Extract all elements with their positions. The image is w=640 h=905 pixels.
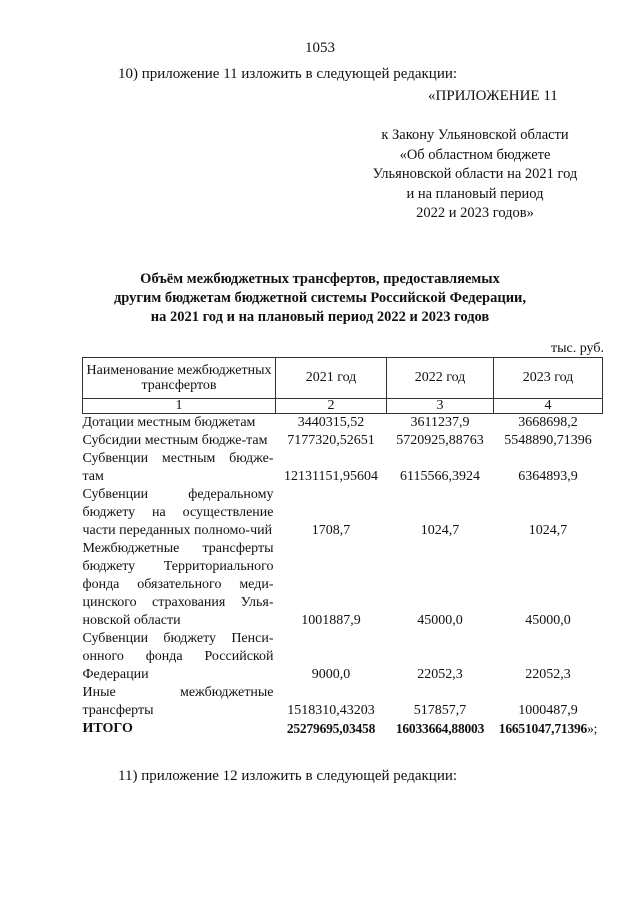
unit-label: тыс. руб. [551,341,604,356]
row-value-2022: 22052,3 [417,667,463,682]
row-name: Иные межбюджетные трансферты [82,685,274,718]
next-paragraph: 11) приложение 12 изложить в следующей редакции: [118,768,458,784]
column-number: 2 [276,399,387,414]
table-row [83,450,603,486]
row-value-2022: 6115566,3924 [400,469,480,484]
law-reference-line: и на плановый период [406,185,544,202]
intro-paragraph: 10) приложение 11 изложить в следующей редакции: [118,66,458,82]
row-value-2021: 9000,0 [311,667,351,682]
row-value-2021: 1708,7 [311,523,351,538]
total-2021: 25279695,03458 [286,721,376,736]
total-2022: 16033664,88003 [395,721,485,736]
law-reference-line: к Закону Ульяновской области [381,127,569,143]
table-row [83,414,603,433]
page-number: 1053 [305,40,335,56]
row-value-2023: 45000,0 [525,613,571,628]
row-value-2021: 1001887,9 [301,613,361,628]
row-value-2023: 6364893,9 [518,469,578,484]
document-title-line: на 2021 год и на плановый период 2022 и 2023 годов [150,309,490,325]
row-value-2021: 1518310,43203 [287,703,375,718]
law-reference-line: «Об областном бюджете [399,146,551,163]
row-value-2023: 5548890,71396 [504,433,592,448]
row-name: Межбюджетные трансферты бюджету Территориального фонда обязательного меди-цинского страхования Улья-новской области [82,541,274,628]
header-2022: 2022 год [387,358,494,399]
row-value-2023: 1024,7 [528,523,568,538]
row-value-2021: 3440315,52 [297,415,365,430]
column-number: 4 [494,399,603,414]
row-name: Субвенции федеральному бюджету на осуществление части переданных полномо-чий [82,487,274,538]
total-2023: 16651047,71396 [498,721,588,736]
header-2023: 2023 год [494,358,603,399]
document-title-line: Объём межбюджетных трансфертов, предоставляемых [140,271,500,287]
table-column-numbers-row [83,399,603,414]
table-row [83,684,603,720]
header-2021: 2021 год [276,358,387,399]
law-reference-line: Ульяновской области на 2021 год [372,166,578,183]
row-name: Дотации местным бюджетам [82,415,256,430]
table-row [83,486,603,540]
total-label: ИТОГО [82,721,133,736]
column-number: 1 [83,399,276,414]
appendix-title: «ПРИЛОЖЕНИЕ 11 [428,88,558,104]
table-row [83,432,603,450]
row-value-2023: 3668698,2 [518,415,578,430]
row-value-2023: 1000487,9 [518,703,578,718]
closing-quote: »; [587,721,598,736]
row-name: Субвенции бюджету Пенси-онного фонда Российской Федерации [82,631,274,682]
table-total-row [83,720,603,738]
table-row [83,540,603,630]
header-name: Наименование межбюджетных трансфертов [83,358,276,399]
column-number: 3 [387,399,494,414]
transfers-table [82,357,603,738]
table-row [83,630,603,684]
document-title [90,270,550,327]
row-name: Субсидии местным бюдже-там [82,433,268,448]
document-title-line: другим бюджетам бюджетной системы Российской Федерации, [113,290,527,306]
table-header-row [83,358,603,399]
row-value-2022: 5720925,88763 [396,433,484,448]
row-value-2022: 517857,7 [413,703,467,718]
total-2023-cell [494,720,603,738]
row-value-2023: 22052,3 [525,667,571,682]
row-name: Субвенции местным бюдже-там [82,451,274,484]
row-value-2021: 12131151,95604 [284,469,378,484]
law-reference [355,126,595,224]
row-value-2021: 7177320,52651 [287,433,375,448]
law-reference-line: 2022 и 2023 годов» [416,205,534,222]
row-value-2022: 45000,0 [417,613,463,628]
row-value-2022: 3611237,9 [410,415,470,430]
row-value-2022: 1024,7 [420,523,460,538]
